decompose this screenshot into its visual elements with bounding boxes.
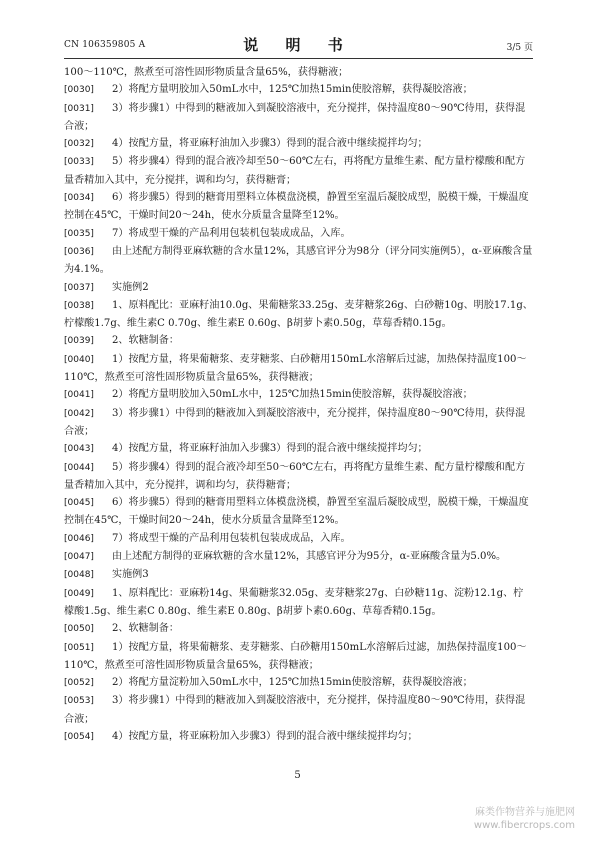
paragraph-number: [0040] [64,354,94,365]
paragraph [64,64,533,81]
paragraph-number: [0042] [64,408,94,419]
paragraph-number: [0036] [64,246,94,257]
paragraph-text: 2、软糖制备： [112,623,179,635]
paragraph-text: 4）按配方量，将亚麻籽油加入步骤3）得到的混合液中继续搅拌均匀； [112,443,428,455]
paragraph-text: 1）按配方量，将果葡糖浆、麦芽糖浆、白砂糖用150mL水溶解后过滤，加热保持温度100～110℃，熬煮至可溶性固形物质量含量65%，获得糖液； [64,641,527,671]
paragraph-number: [0053] [64,696,94,707]
paragraph [64,548,533,566]
document-title: 说 明 书 [243,36,354,54]
page-number: 5 [294,770,301,781]
paragraph-text: 5）将步骤4）得到的混合液冷却至50～60℃左右，再将配方量维生素、配方量柠檬酸和配方量香精加入其中，充分搅拌，调和均匀，获得糖膏； [64,156,526,186]
paragraph-text: 由上述配方制得亚麻软糖的含水量12%，其感官评分为98分（评分同实施例5），α-亚麻酸含量为4.1%。 [64,245,533,276]
paragraph-number: [0052] [64,678,94,689]
paragraph-number: [0043] [64,444,94,455]
paragraph-text: 4）按配方量，将亚麻粉加入步骤3）得到的混合液中继续搅拌均匀； [112,730,418,742]
paragraph-text: 2）将配方量明胶加入50mL水中，125℃加热15min使胶溶解，获得凝胶溶液； [112,389,473,401]
paragraph-number: [0039] [64,336,94,347]
paragraph [64,728,533,746]
paragraph [64,620,533,638]
paragraph-text: 3）将步骤1）中得到的糖液加入到凝胶溶液中，充分搅拌，保持温度80～90℃待用，获得混合液； [64,102,526,132]
watermark-line-url: www.fibercrops.com [473,820,575,831]
paragraph-text: 实施例2 [112,281,149,293]
paragraph-number: [0034] [64,193,94,204]
paragraph-number: [0041] [64,390,94,401]
paragraph-text: 1、原料配比：亚麻籽油10.0g、果葡糖浆33.25g、麦芽糖浆26g、白砂糖10g、明胶17.1g、柠檬酸1.7g、维生素C 0.70g、维生素E 0.60g、β胡萝卜素0.50g，草莓香精0.15g。 [64,299,533,330]
paragraph-number: [0047] [64,552,94,563]
paragraph [64,81,533,99]
paragraph-text: 6）将步骤5）得到的糖膏用塑料立体模盘浇模，静置至室温后凝胶成型，脱模干燥，干燥温度控制在45℃，干燥时间20～24h，使水分质量含量降至12%。 [64,192,529,222]
paragraph [64,189,533,225]
paragraph-number: [0030] [64,85,94,96]
paragraph [64,440,533,458]
paragraph-number: [0037] [64,282,94,293]
paragraph [64,639,533,675]
paragraph-number: [0049] [64,588,94,599]
paragraph-number: [0035] [64,228,94,239]
paragraph-text: 1、原料配比：亚麻粉14g、果葡糖浆32.05g、麦芽糖浆27g、白砂糖11g、淀粉12.1g、柠檬酸1.5g、维生素C 0.80g、维生素E 0.80g、β胡萝卜素0.60g、草莓香精0.15g。 [64,587,524,617]
paragraph [64,405,533,441]
paragraph [64,674,533,692]
paragraph-number: [0031] [64,103,94,114]
document-body [64,64,533,746]
paragraph [64,386,533,404]
paragraph [64,494,533,530]
paragraph [64,530,533,548]
paragraph-text: 4）按配方量，将亚麻籽油加入步骤3）得到的混合液中继续搅拌均匀； [112,138,428,150]
paragraph [64,585,533,621]
paragraph-text: 3）将步骤1）中得到的糖液加入到凝胶溶液中，充分搅拌，保持温度80～90℃待用，获得混合液； [64,695,526,725]
patent-number: CN 106359805 A [64,40,146,50]
paragraph-text: 3）将步骤1）中得到的糖液加入到凝胶溶液中，充分搅拌，保持温度80～90℃待用，获得混合液； [64,407,526,437]
paragraph [64,135,533,153]
paragraph [64,692,533,728]
paragraph [64,297,533,333]
paragraph-text: 实施例3 [112,569,149,581]
paragraph-text: 由上述配方制得的亚麻软糖的含水量12%，其感官评分为95分，α-亚麻酸含量为5.0%。 [112,551,507,563]
paragraph-text: 6）将步骤5）得到的糖膏用塑料立体模盘浇模，静置至室温后凝胶成型，脱模干燥，干燥温度控制在45℃，干燥时间20～24h，使水分质量含量降至12%。 [64,497,529,527]
paragraph-text: 7）将成型干燥的产品利用包装机包装成成品，入库。 [112,532,351,544]
watermark [474,806,575,832]
watermark-line-cn: 麻类作物营养与施肥网 [475,807,575,818]
paragraph-text: 2）将配方量淀粉加入50mL水中，125℃加热15min使胶溶解，获得凝胶溶液； [112,677,473,689]
paragraph [64,332,533,350]
paragraph-number: [0045] [64,498,94,509]
paragraph-text: 2）将配方量明胶加入50mL水中，125℃加热15min使胶溶解，获得凝胶溶液； [112,84,473,96]
paragraph [64,566,533,584]
paragraph [64,153,533,189]
paragraph [64,279,533,297]
page-indicator: 3/5 页 [506,43,533,53]
paragraph [64,225,533,243]
paragraph-number: [0051] [64,642,94,653]
paragraph [64,459,533,495]
page-header [64,34,533,56]
paragraph-number: [0048] [64,570,94,581]
paragraph [64,100,533,136]
paragraph-text: 5）将步骤4）得到的混合液冷却至50～60℃左右，再将配方量维生素、配方量柠檬酸和配方量香精加入其中，充分搅拌，调和均匀，获得糖膏； [64,461,526,491]
paragraph-number: [0054] [64,731,94,742]
paragraph-text: 1）按配方量，将果葡糖浆、麦芽糖浆、白砂糖用150mL水溶解后过滤，加热保持温度100～110℃，熬煮至可溶性固形物质量含量65%，获得糖液； [64,353,527,384]
paragraph-number: [0050] [64,624,94,635]
paragraph-number: [0038] [64,300,94,311]
paragraph-text: 100～110℃，熬煮至可溶性固形物质量含量65%，获得糖液； [64,67,349,78]
paragraph-text: 7）将成型干燥的产品利用包装机包装成成品，入库。 [112,227,351,239]
paragraph-number: [0032] [64,139,94,150]
paragraph [64,243,533,279]
paragraph-number: [0033] [64,157,94,168]
header-rule [64,58,533,59]
paragraph-number: [0046] [64,533,94,544]
paragraph [64,351,533,387]
paragraph-number: [0044] [64,462,94,473]
paragraph-text: 2、软糖制备： [112,335,179,347]
